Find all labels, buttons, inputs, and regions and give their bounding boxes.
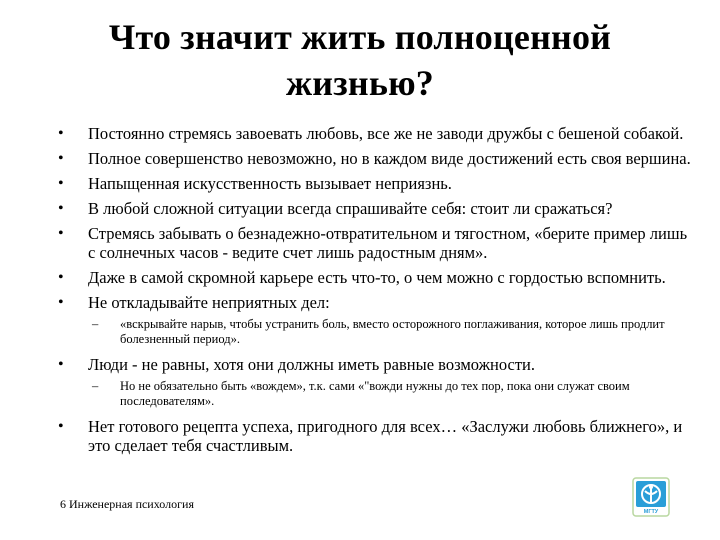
list-item <box>54 268 694 287</box>
sub-list-item-text: Но не обязательно быть «вождем», т.к. сами «"вожди нужны до тех пор, пока они служат своим последователям». <box>120 379 630 408</box>
dash-icon: – <box>92 317 99 331</box>
list-item <box>54 224 694 262</box>
list-item-text: Не откладывайте неприятных дел: <box>88 293 330 312</box>
list-item <box>54 174 694 193</box>
bullet-icon: • <box>58 225 64 242</box>
sub-list-item-text: «вскрывайте нарыв, чтобы устранить боль, вместо осторожного поглаживания, которое лишь продлит болезненный период». <box>120 317 665 346</box>
dash-icon: – <box>92 379 99 393</box>
sub-list-item <box>54 379 694 409</box>
slide-footer: 6 Инженерная психология <box>60 497 194 511</box>
slide-content <box>54 124 694 461</box>
list-item-text: Даже в самой скромной карьере есть что-то, о чем можно с гордостью вспомнить. <box>88 268 666 287</box>
bullet-icon: • <box>58 175 64 192</box>
list-item-text: Напыщенная искусственность вызывает неприязнь. <box>88 174 452 193</box>
list-item <box>54 293 694 312</box>
list-item-text: В любой сложной ситуации всегда спрашивайте себя: стоит ли сражаться? <box>88 199 613 218</box>
bullet-icon: • <box>58 418 64 435</box>
logo-text: МГТУ <box>643 509 659 515</box>
sub-list-item <box>54 317 694 347</box>
bullet-icon: • <box>58 269 64 286</box>
slide-title-line-2: жизнью? <box>285 63 434 103</box>
list-item <box>54 417 694 455</box>
list-item-text: Полное совершенство невозможно, но в каждом виде достижений есть своя вершина. <box>88 149 691 168</box>
slide-title-line-1: Что значит жить полноценной <box>108 17 612 57</box>
list-item-text: Нет готового рецепта успеха, пригодного для всех… «Заслужи любовь ближнего», и это сделает тебя счастливым. <box>88 417 683 455</box>
list-item <box>54 149 694 168</box>
list-item <box>54 199 694 218</box>
bullet-icon: • <box>58 125 64 142</box>
list-item-text: Постоянно стремясь завоевать любовь, все же не заводи дружбы с бешеной собакой. <box>88 124 684 143</box>
bullet-icon: • <box>58 294 64 311</box>
bullet-icon: • <box>58 150 64 167</box>
list-item <box>54 124 694 143</box>
list-item <box>54 355 694 374</box>
list-item-text: Люди - не равны, хотя они должны иметь равные возможности. <box>88 355 536 374</box>
slide-title <box>0 14 720 106</box>
bullet-icon: • <box>58 356 64 373</box>
list-item-text: Стремясь забывать о безнадежно-отвратительном и тягостном, «берите пример лишь с солнечных часов - ведите счет лишь радостным дням». <box>88 224 688 262</box>
bullet-icon: • <box>58 200 64 217</box>
university-logo-icon <box>632 477 670 517</box>
